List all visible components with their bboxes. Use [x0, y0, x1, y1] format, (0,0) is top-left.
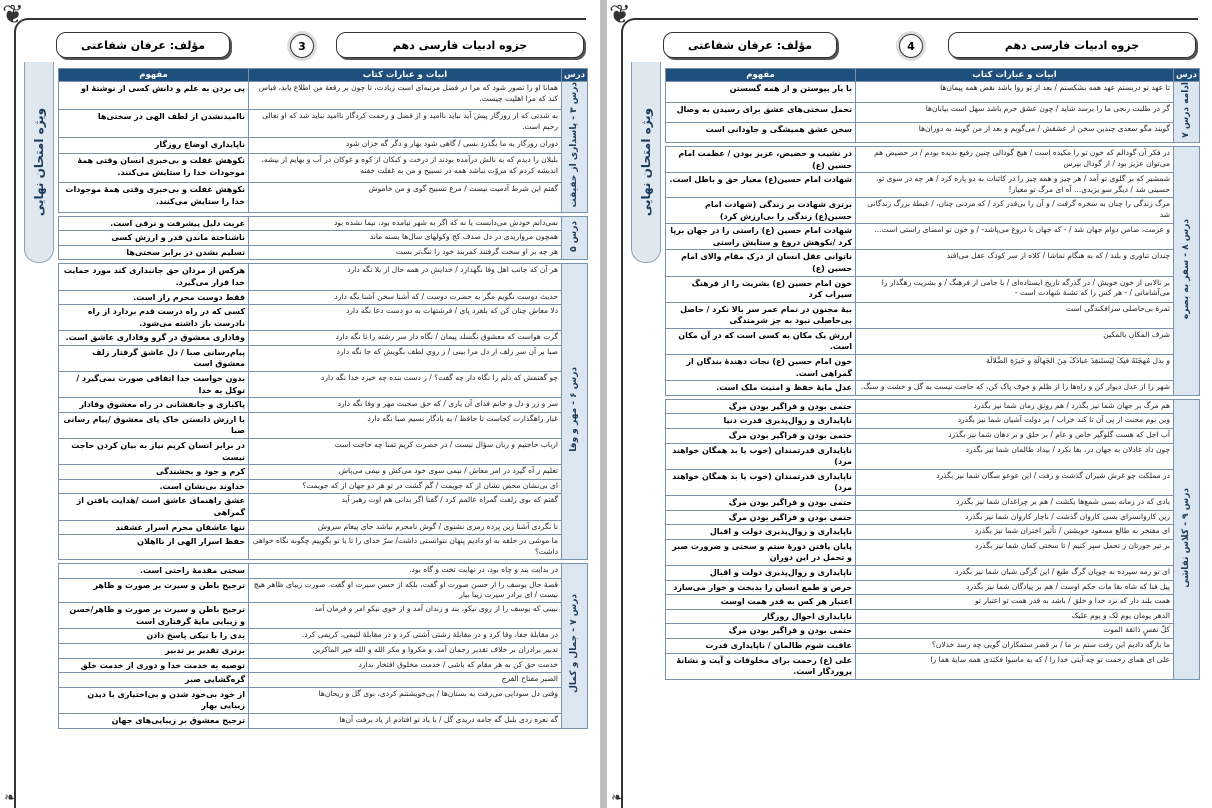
table-row: [59, 137, 588, 153]
concept-cell: با یار پیوستن و از همه گسستن: [666, 82, 856, 102]
side-tab: [631, 62, 661, 263]
verse-cell: نمی‌دانم خودش می‌دانست یا نه که اگر به شهر نیامده بود، نیما نشده بود: [249, 216, 562, 231]
concept-cell: ناپایداری و زوال‌پذیری قدرت دنیا: [666, 414, 856, 429]
lesson-table: [58, 68, 588, 729]
table-header: [59, 69, 588, 82]
verse-cell: صبا بر آن سر زلف ار دل مرا بینی / ز روی لطف بگویش که جا نگه دارد: [249, 345, 562, 371]
concept-cell: هرکس از مردان حق جانبداری کند مورد حمایت خدا قرار می‌گیرد.: [59, 264, 249, 290]
verse-cell: ما بارگه دادیم این رفت ستم بر ما / بر قصر ستمکاران گویی چه رسد خذلان؟: [856, 638, 1174, 653]
verse-cell: علی ای همای رحمت تو چه آیتی خدا را / که به ماسوا فکندی همه سایهٔ هما را: [856, 653, 1174, 679]
footer-ornament-icon: ❧: [4, 790, 16, 806]
table-row: [666, 82, 1200, 102]
concept-cell: برتری تقدیر بر تدبیر: [59, 644, 249, 659]
side-tab-label: ویژه امتحان نهایی: [32, 107, 46, 217]
lesson-cell: [562, 216, 588, 260]
concept-cell: توصیه به خدمت خدا و دوری از خدمت خلق: [59, 658, 249, 673]
verse-cell: و عزمت، ضامن دوام جهان شد / - که جهان با دروغ می‌پاشد- / و خون تو امضای راستی است...: [856, 224, 1174, 250]
lesson-table: [665, 68, 1200, 680]
verse-cell: بادی که در زمانه بسی شمع‌ها بکشت / هم بر چراغدان شما نیز بگذرد: [856, 496, 1174, 511]
verse-cell: در مملکت چو غرش شیران گذشت و رفت / این عوعو سگان شما نیز بگذرد: [856, 469, 1174, 495]
verse-cell: ای مفتخر به طالع مسعود خویشتن / تأثیر اختران شما نیز بگذرد: [856, 525, 1174, 540]
concept-cell: اعتبار هر کس به قدر همت اوست: [666, 595, 856, 610]
table-row: [666, 595, 1200, 610]
table-row: [666, 302, 1200, 328]
page-number: 4: [899, 34, 923, 58]
concept-cell: حتمی بودن و فراگیر بودن مرگ: [666, 510, 856, 525]
concept-cell: بیهٔ مجنون در تمام عمر سر بالا نکرد / حاصل بی‌حاصلی نبود به جز شرمندگی: [666, 302, 856, 328]
lesson-label: درس ۳ - پاسداری از حقیقت: [568, 82, 579, 208]
verse-cell: همانا او را تصور شود که مرا در فضل مرتبه‌ای است زیادت، تا چون بر رقعهٔ من اطلاع یابد، قیاس کند که مرا اهلیت چیست.: [249, 82, 562, 110]
verse-cell: تدبیر برادران بر خلاف تقدیر رحمان آمد. و مکروا و مکر الله و الله خیر الماکرین: [249, 644, 562, 659]
side-tab-label: ویژه امتحان نهایی: [639, 107, 653, 217]
verse-cell: گه نعره زدی بلبل گه جامه دریدی گل / با یاد تو افتادم از یاد برفت آن‌ها: [249, 714, 562, 729]
table-row: [59, 687, 588, 713]
footer-ornament-icon: ❧: [611, 790, 623, 806]
verse-cell: ای بی‌نشان محض نشان از که جویمت / گم گشت در تو هر دو جهان از که جویمت؟: [249, 479, 562, 494]
table-row: [59, 578, 588, 603]
verse-cell: ارباب حاجتیم و زبان سؤال نیست / در حضرت کریم تمنا چه حاجت است: [249, 439, 562, 465]
verse-cell: چون داد عادلان به جهان در، بقا نکرد / بیداد ظالمان شما نیز بگذرد: [856, 443, 1174, 469]
concept-cell: ناپایداری احوال روزگار: [666, 609, 856, 624]
corner-ornament-icon: ❦: [609, 0, 631, 30]
verse-cell: چندان تناوری و بلند / که به هنگام تماشا / کلاه از سر کودک عقل می‌افتد: [856, 250, 1174, 276]
verse-cell: مرگ زندگی را چنان به سخره گرفت / و آن را بی‌قدر کرد / که مردنی چنان، / غبطهٔ بزرگ زندگانی شد: [856, 197, 1174, 223]
verse-cell: ما موشی در حلقه به او دادیم پنهان نتوانستی داشت/ سرّ خدای را تا با تو بگوییم چگونه نگاه خواهی داشت؟: [249, 535, 562, 560]
concept-cell: تنها عاشقان محرم اسرار عشقند: [59, 520, 249, 535]
lesson-cell: [562, 264, 588, 560]
verse-cell: غبار راهگذارت کجاست تا حافظ / به یادگار نسیم صبا نگه دارد: [249, 412, 562, 438]
lesson-label: ادامه درس ۷: [1180, 82, 1191, 139]
table-row: [59, 345, 588, 371]
concept-cell: ناپایداری و زوال‌پذیری دولت و اقبال: [666, 565, 856, 580]
concept-cell: حتمی بودن و فراگیر بودن مرگ: [666, 624, 856, 639]
concept-cell: ناشناخته ماندن قدر و ارزش کسی: [59, 231, 249, 246]
concept-cell: حرص و طمع انسان را بدبخت و خوار می‌سازد: [666, 580, 856, 595]
table-row: [666, 250, 1200, 276]
table-row: [59, 479, 588, 494]
concept-cell: نکوهش غفلت و بی‌خبری وقتی همهٔ موجودات خدا را ستایش می‌کنند.: [59, 183, 249, 212]
verse-cell: تا نگردی آشنا زین پرده رمزی نشنوی / گوش نامحرم نباشد جای پیغام سروش: [249, 520, 562, 535]
concept-cell: عدل مایهٔ حفظ و امنیت ملک است.: [666, 381, 856, 396]
verse-cell: تا عهد تو دربستم عهد همه بشکستم / بعد از تو روا باشد نقض همه پیمان‌ها: [856, 82, 1174, 102]
concept-cell: ناپایداری و زوال‌پذیری دولت و اقبال: [666, 525, 856, 540]
concept-cell: پیام‌رسانی صبا / دل عاشق گرفتار زلف معشوق است: [59, 345, 249, 371]
concept-cell: حتمی بودن و فراگیر بودن مرگ: [666, 496, 856, 511]
verse-cell: بلبلان را دیدم که به نالش درآمده بودند از درخت و کبکان از کوه و غوکان در آب و بهایم از بیشه، اندیشه کردم که مروّت نباشد همه در تسبیح و من به غفلت خفته: [249, 153, 562, 182]
verse-cell: دوران روزگار به ما بگذرد بسی / گاهی شود بهار و دگر گه خزان شود: [249, 137, 562, 153]
concept-cell: خون امام حسین (ع) بشریت را از فرهنگ سیراب کرد: [666, 276, 856, 302]
verse-cell: وقتی دل سودایی می‌رفت به بستان‌ها / بی‌خویشتنم کردی، بوی گل و ریحان‌ها: [249, 687, 562, 713]
table-row: [59, 412, 588, 438]
page-left: [0, 0, 600, 808]
concept-cell: سخن عشق همیشگی و جاودانی است: [666, 122, 856, 142]
verse-cell: قصهٔ حال یوسف را از حسن صورت او گفت، بلکه از حسن سیرت او گفت. صورت زیبای ظاهر هیچ نیست / ای برادر سیرت زیبا بیار: [249, 578, 562, 603]
verse-cell: در مقابلهٔ جفا، وفا کرد و در مقابلهٔ زشتی آشتی کرد و در مقابلهٔ لئیمی، کریمی کرد.: [249, 629, 562, 644]
table-row: [59, 305, 588, 331]
table-row: [59, 231, 588, 246]
table-row: [59, 465, 588, 480]
table-row: [59, 264, 588, 290]
page-title: جزوه ادبیات فارسی دهم: [948, 32, 1196, 58]
verse-cell: پیل فنا که شاه بقا مات حکم اوست / هم بر پیادگان شما نیز بگذرد: [856, 580, 1174, 595]
verse-cell: هم مرگ بر جهان شما نیز بگذرد / هم رونق زمان شما نیز بگذرد: [856, 399, 1174, 414]
table-row: [666, 276, 1200, 302]
concept-cell: وفاداری معشوق در گرو وفاداری عاشق است.: [59, 331, 249, 346]
concept-cell: ترجیح باطن و سیرت بر صورت و ظاهر: [59, 578, 249, 603]
concept-cell: غربت دلیل پیشرفت و ترقی است.: [59, 216, 249, 231]
verse-cell: سر و زر و دل و جانم فدای آن یاری / که حق صحبت مهر و وفا نگه دارد: [249, 398, 562, 413]
table-row: [59, 82, 588, 110]
page-right: [607, 0, 1212, 808]
verse-cell: وین بوم محنت از پی آن تا کند خراب / بر دولت آشیان شما نیز بگذرد: [856, 414, 1174, 429]
table-row: [666, 173, 1200, 198]
verse-cell: گفتم که بوی زلفت گمراه عالمم کرد / گفتا اگر بدانی هم اوت رهبر آید: [249, 494, 562, 520]
author-label: مؤلف: عرفان شفاعتی: [56, 32, 230, 58]
verse-cell: ثمرهٔ بی‌حاصلی سرافکندگی است: [856, 302, 1174, 328]
table-header: [666, 69, 1200, 82]
verse-cell: گویند مگو سعدی چندین سخن از عشقش / می‌گویم و بعد از من گویند به دوران‌ها: [856, 122, 1174, 142]
author-label: مؤلف: عرفان شفاعتی: [663, 32, 837, 58]
table-row: [666, 122, 1200, 142]
concept-cell: شهادت امام حسین(ع) معیار حق و باطل است.: [666, 173, 856, 198]
concept-cell: حفظ اسرار الهی از نااهلان: [59, 535, 249, 560]
concept-cell: در برابر انسان کریم نیاز به بیان کردن حاجت نیست: [59, 439, 249, 465]
verse-cell: نبینی که یوسف را از روی نیکو، بند و زندان آمد و از خوی نیکو امر و فرمان آمد: [249, 603, 562, 629]
table-row: [666, 197, 1200, 223]
verse-cell: گر در طلبت رنجی ما را برسد شاید / چون عشق حرم باشد سهل است بیابان‌ها: [856, 102, 1174, 122]
page-gutter: [600, 0, 607, 808]
header-verses: ابیات و عبارات کتاب: [856, 69, 1174, 82]
concept-cell: حتمی بودن و فراگیر بودن مرگ: [666, 429, 856, 444]
concept-cell: عاقبت شوم ظالمان / ناپایداری قدرت: [666, 638, 856, 653]
table-row: [666, 429, 1200, 444]
verse-cell: دلا معاش چنان کن که بلغزد پای / فرشتهات به دو دست دعا نگه دارد: [249, 305, 562, 331]
concept-cell: سختی مقدمهٔ راحتی است.: [59, 563, 249, 578]
table-row: [59, 494, 588, 520]
lesson-label: درس ۵: [568, 220, 579, 252]
table-row: [59, 603, 588, 629]
header-concept: مفهوم: [59, 69, 249, 82]
concept-cell: خون امام حسین (ع) نجات دهندهٔ بندگان از گمراهی است.: [666, 355, 856, 381]
lesson-label: درس ۸ - سفر به بصره: [1180, 218, 1191, 320]
verse-cell: الصبر مفتاح الفرج: [249, 673, 562, 688]
concept-cell: پایان یافتن دورهٔ ستم و سختی و ضرورت صبر و تحمل در این دوران: [666, 539, 856, 565]
table-row: [666, 539, 1200, 565]
concept-cell: ناپایداری اوضاع روزگار: [59, 137, 249, 153]
concept-cell: پی بردن به علم و دانش کسی از نوشتهٔ او: [59, 82, 249, 110]
concept-cell: ترجیح معشوق بر زیبایی‌های جهان: [59, 714, 249, 729]
concept-cell: از خود بی‌خود شدن و بی‌اختیاری با دیدن زیبایی بهار: [59, 687, 249, 713]
table-row: [666, 147, 1200, 173]
concept-cell: ناپایداری قدرتمندان (خوب یا بد همگان خواهند مرد): [666, 469, 856, 495]
lesson-cell: [1174, 147, 1200, 396]
concept-cell: شهادت امام حسین (ع) راستی را در جهان برپا کرد /نکوهش دروغ و ستایش راستی: [666, 224, 856, 250]
verse-cell: هر آن که جانب اهل وفا نگهدارد / خدایش در همه حال از بلا نگه دارد: [249, 264, 562, 290]
concept-cell: ارزش یک مکان به کسی است که در آن مکان است.: [666, 328, 856, 354]
table-row: [59, 290, 588, 305]
table-row: [59, 563, 588, 578]
table-row: [59, 216, 588, 231]
concept-cell: فقط دوست محرم راز است.: [59, 290, 249, 305]
concept-cell: تسلیم نشدن در برابر سختی‌ها: [59, 245, 249, 260]
table-row: [59, 673, 588, 688]
table-row: [59, 245, 588, 260]
verse-cell: حدیث دوست نگویم مگر به حضرت دوست / که آشنا سخن آشنا نگه دارد: [249, 290, 562, 305]
table-row: [666, 525, 1200, 540]
concept-cell: بدون خواست خدا اتفاقی صورت نمی‌گیرد /توکل به خدا: [59, 372, 249, 398]
lesson-label: درس ۷ - جمال و کمال: [568, 594, 579, 694]
table-row: [666, 638, 1200, 653]
table-row: [666, 496, 1200, 511]
table-row: [59, 439, 588, 465]
verse-cell: همت بلند دار که نزد خدا و خلق / باشد به قدر همت تو اعتبار تو: [856, 595, 1174, 610]
concept-cell: کسی که در راه درست قدم بردارد از راه نادرست باز داشته می‌شود.: [59, 305, 249, 331]
table-row: [59, 183, 588, 212]
table-row: [666, 653, 1200, 679]
table-row: [59, 520, 588, 535]
table-row: [666, 580, 1200, 595]
lesson-label: درس ۹ - کلاس نقاشی: [1180, 487, 1191, 588]
verse-cell: همچون مرواریدی در دل صدف کج وکولهای سال‌ها بسته ماند: [249, 231, 562, 246]
verse-cell: شهر را از عدل دیوار کن و راه‌ها را از ظلم و خوف پاک کن، که حاجت نیست به گل و خشت و سنگ.: [856, 381, 1174, 396]
concept-cell: خداوند بی‌نشان است.: [59, 479, 249, 494]
verse-cell: و بذل مُهجَتَهُ فیکَ لِیَستَنقِذَ عبادَکَ مِنَ الجَهالَةِ و حَیرَةِ الضَّلالَة: [856, 355, 1174, 381]
verse-cell: آب اجل که هست گلوگیر خاص و عام / بر حلق و بر دهان شما نیز بگذرد: [856, 429, 1174, 444]
concept-cell: حتمی بودن و فراگیر بودن مرگ: [666, 399, 856, 414]
table-row: [666, 414, 1200, 429]
verse-cell: گرت هواست که معشوق نگسلد پیمان / نگاه دار سر رشته را تا نگه دارد: [249, 331, 562, 346]
lesson-cell: [562, 563, 588, 728]
verse-cell: بر تیر جورتان ز تحمل سپر کنیم / تا سختی کمان شما نیز بگذرد: [856, 539, 1174, 565]
table-row: [666, 102, 1200, 122]
table-row: [59, 658, 588, 673]
concept-cell: نکوهش غفلت و بی‌خبری انسان وقتی همهٔ موجودات خدا را ستایش می‌کنند.: [59, 153, 249, 182]
header-lesson: درس: [562, 69, 588, 82]
concept-cell: پاکبازی و جانفشانی در راه معشوق وفادار: [59, 398, 249, 413]
table-row: [666, 328, 1200, 354]
verse-cell: ای تو رمه سپرده به چوپان گرگ طبع / این گرگی شبان شما نیز بگذرد: [856, 565, 1174, 580]
concept-cell: علی (ع) رحمت برای مخلوقات و آیت و نشانهٔ پروردگار است.: [666, 653, 856, 679]
concept-cell: بدی را با نیکی پاسخ دادن: [59, 629, 249, 644]
concept-cell: با ارزش دانستن خاک پای معشوق /پیام رسانی صبا: [59, 412, 249, 438]
verse-cell: در بدایت بند و چاه بود، در نهایت تخت و گاه بود.: [249, 563, 562, 578]
header-concept: مفهوم: [666, 69, 856, 82]
concept-cell: گره‌گشایی صبر: [59, 673, 249, 688]
table-row: [666, 399, 1200, 414]
concept-cell: ناتوانی عقل انسان از درک مقام والای امام حسین (ع): [666, 250, 856, 276]
verse-cell: شرف المکان بالمکین: [856, 328, 1174, 354]
table-row: [666, 469, 1200, 495]
table-row: [59, 535, 588, 560]
concept-cell: تحمل سختی‌های عشق برای رسیدن به وصال: [666, 102, 856, 122]
concept-cell: ناپایداری قدرتمندان (خوب یا بد همگان خواهند مرد): [666, 443, 856, 469]
verse-cell: شمشیر که بر گلوی تو آمد / هر چیز و همه چیز را در کائنات به دو پاره کرد / هر چه در سوی تو، حسینی شد / دیگر سو یزیدی... آه ای مرگ تو معیار!: [856, 173, 1174, 198]
table-row: [666, 381, 1200, 396]
verse-cell: هر چه بر او سخت گرفتند کمربند خود را تنگ‌تر بست: [249, 245, 562, 260]
lesson-cell: [562, 82, 588, 212]
table-row: [59, 153, 588, 182]
corner-ornament-icon: ❦: [2, 0, 24, 30]
concept-cell: ترجیح باطن و سیرت بر صورت و ظاهر/حسن و زیبایی مایهٔ گرفتاری است: [59, 603, 249, 629]
header-lesson: درس: [1174, 69, 1200, 82]
verse-cell: تعلیم ز آه گیرد در امر معاش / نیمی سوی خود می‌کش و نیمی می‌پاش: [249, 465, 562, 480]
verse-cell: در فکر آن گودالم که خون تو را مکیده است / هیچ گودالی چنین رفیع ندیده بودم / در حضیض هم می‌توان عزیز بود / از گودال بپرس: [856, 147, 1174, 173]
header-verses: ابیات و عبارات کتاب: [249, 69, 562, 82]
verse-cell: خدمت حق کن به هر مقام که باشی / خدمت مخلوق افتخار ندارد: [249, 658, 562, 673]
table-row: [59, 629, 588, 644]
concept-cell: کرم و جود و بخشندگی: [59, 465, 249, 480]
lesson-cell: [1174, 399, 1200, 679]
table-row: [666, 609, 1200, 624]
table-row: [59, 714, 588, 729]
table-row: [59, 398, 588, 413]
side-tab: [24, 62, 54, 263]
table-row: [666, 510, 1200, 525]
lesson-label: درس ۶ - مهر و وفا: [568, 367, 579, 453]
table-row: [666, 624, 1200, 639]
verse-cell: زین کاروانسرای بسی کاروان گذشت / ناچار کاروان شما نیز بگذرد: [856, 510, 1174, 525]
verse-cell: گفتم این شرط آدمیت نیست / مرغ تسبیح گوی و من خاموش: [249, 183, 562, 212]
table-row: [59, 644, 588, 659]
concept-cell: عشق راهنمای عاشق است /هدایت یافتن از گمراهی: [59, 494, 249, 520]
verse-cell: چو گفتمش که دلم را نگاه دار چه گفت؟ / ز دست بنده چه خیزد خدا نگه دارد: [249, 372, 562, 398]
table-row: [59, 109, 588, 137]
page-title: جزوه ادبیات فارسی دهم: [336, 32, 584, 58]
table-row: [666, 443, 1200, 469]
table-row: [666, 355, 1200, 381]
concept-cell: ناامیدنشدن از لطف الهی در سختی‌ها: [59, 109, 249, 137]
lesson-cell: [1174, 82, 1200, 143]
table-row: [59, 372, 588, 398]
concept-cell: در نشیب و حضیض، عزیز بودن / عظمت امام حسین (ع): [666, 147, 856, 173]
verse-cell: کلّ نفسٍ ذائقة الموت: [856, 624, 1174, 639]
verse-cell: بر تالابی از خون خویش / در گذرگه تاریخ ایستاده‌ای / با جامی از فرهنگ / و بشریت رهگذار را می‌آشامانی / - هر کس را که تشنهٔ شهادت است -: [856, 276, 1174, 302]
table-row: [666, 224, 1200, 250]
page-number: 3: [290, 34, 314, 58]
verse-cell: الدهر یومان یوم لک و یوم علیک: [856, 609, 1174, 624]
verse-cell: به شدتی که از روزگار پیش آید نباید ناامید و از فضل و رحمت کردگار ناامید نباید شد که او تعالی رحیم است.: [249, 109, 562, 137]
table-row: [59, 331, 588, 346]
table-row: [666, 565, 1200, 580]
concept-cell: برتری شهادت بر زندگی (شهادت امام حسین(ع) زندگی را بی‌ارزش کرد): [666, 197, 856, 223]
